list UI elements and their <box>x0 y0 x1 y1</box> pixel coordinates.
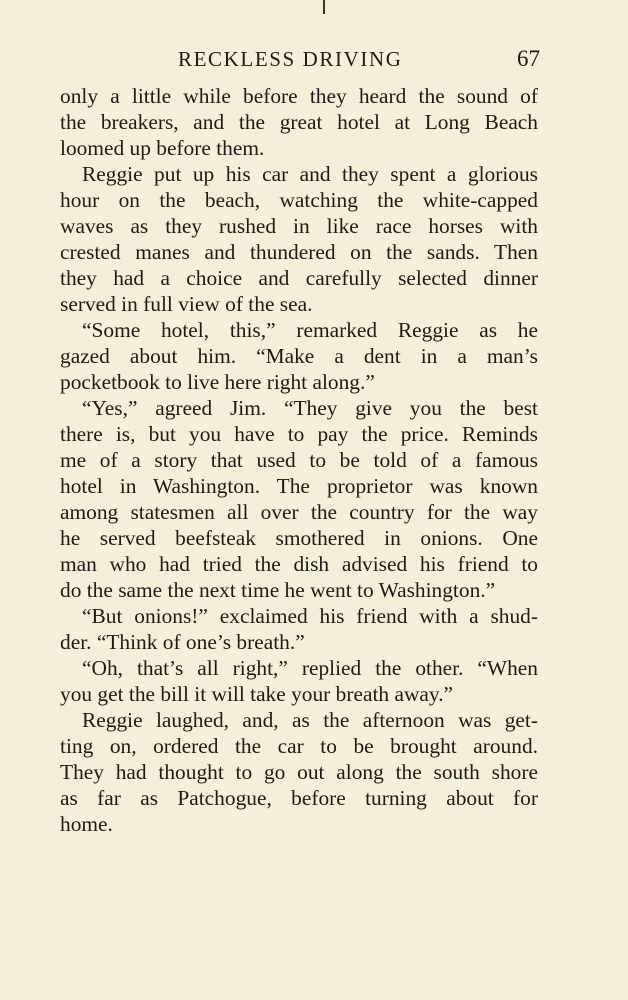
text-line: they had a choice and carefully selected dinner <box>60 266 538 290</box>
text-line: do the same the next time he went to Washington.” <box>60 578 496 602</box>
text-line: loomed up before them. <box>60 136 265 160</box>
text-line: “Oh, that’s all right,” replied the other. “When <box>82 656 538 680</box>
text-line: pocketbook to live here right along.” <box>60 370 375 394</box>
text-line: Reggie laughed, and, as the afternoon was get- <box>82 708 538 732</box>
body-text <box>60 83 538 837</box>
text-line: man who had tried the dish advised his friend to <box>60 552 538 576</box>
text-line: Reggie put up his car and they spent a glorious <box>82 162 538 186</box>
text-line: me of a story that used to be told of a famous <box>60 448 538 472</box>
text-line: der. “Think of one’s breath.” <box>60 630 305 654</box>
text-line: hour on the beach, watching the white-capped <box>60 188 538 212</box>
text-line: They had thought to go out along the south shore <box>60 760 538 784</box>
text-line: only a little while before they heard the sound of <box>60 84 538 108</box>
text-line: among statesmen all over the country for the way <box>60 500 538 524</box>
text-line: “Some hotel, this,” remarked Reggie as he <box>82 318 538 342</box>
text-line: as far as Patchogue, before turning about for <box>60 786 538 810</box>
text-line: he served beefsteak smothered in onions. One <box>60 526 538 550</box>
text-line: served in full view of the sea. <box>60 292 313 316</box>
text-line: ting on, ordered the car to be brought around. <box>60 734 538 758</box>
text-line: hotel in Washington. The proprietor was known <box>60 474 538 498</box>
text-line: crested manes and thundered on the sands. Then <box>60 240 538 264</box>
page-number: 67 <box>517 46 540 71</box>
text-line: waves as they rushed in like race horses with <box>60 214 538 238</box>
top-margin-mark <box>323 0 325 14</box>
running-head: RECKLESS DRIVING <box>178 47 403 71</box>
text-line: home. <box>60 812 113 836</box>
text-line: the breakers, and the great hotel at Long Beach <box>60 110 538 134</box>
page-header <box>60 44 540 74</box>
text-line: “But onions!” exclaimed his friend with a shud- <box>82 604 538 628</box>
text-line: you get the bill it will take your breath away.” <box>60 682 454 706</box>
text-line: gazed about him. “Make a dent in a man’s <box>60 344 538 368</box>
text-line: there is, but you have to pay the price. Reminds <box>60 422 538 446</box>
text-line: “Yes,” agreed Jim. “They give you the best <box>82 396 538 420</box>
